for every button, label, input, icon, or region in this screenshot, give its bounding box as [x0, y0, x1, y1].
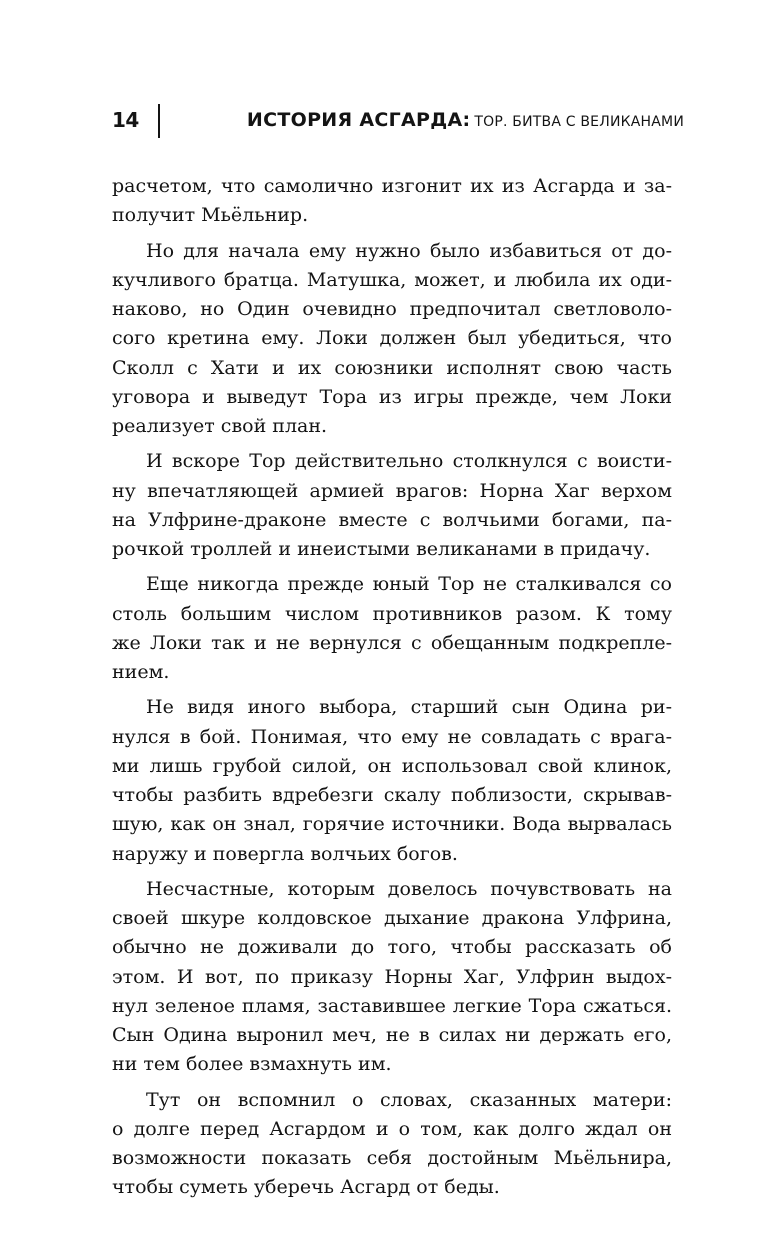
text-line: шую, как он знал, горячие источники. Вода вырвалась: [112, 813, 672, 836]
text-line: своей шкуре колдовское дыхание дракона Улфрина,: [112, 907, 672, 929]
text-line: сого кретина ему. Локи должен был убедиться, что: [112, 327, 672, 350]
text-line: И вскоре Тор действительно столкнулся с воисти-: [146, 450, 672, 473]
text-line: расчетом, что самолично изгонит их из Асгарда и за-: [112, 175, 672, 197]
text-line: рочкой троллей и инеистыми великанами в придачу.: [112, 538, 651, 560]
paragraph: [112, 1086, 672, 1203]
header-divider: [158, 104, 160, 138]
text-line: этом. И вот, по приказу Норны Хаг, Улфрин выдох-: [112, 965, 672, 988]
text-line: ми лишь грубой силой, он использовал свой клинок,: [112, 754, 672, 777]
text-line: чтобы разбить вдребезги скалу поблизости, скрывав-: [112, 784, 672, 806]
text-line: обычно не доживали до того, чтобы рассказать об: [112, 936, 672, 959]
paragraph: [112, 875, 672, 1080]
text-line: столь большим числом противников разом. К тому: [112, 602, 672, 625]
text-line: ну впечатляющей армией врагов: Норна Хаг верхом: [112, 479, 672, 502]
text-line: же Локи так и не вернулся с обещанным подкрепле-: [112, 631, 672, 654]
running-header: [112, 102, 684, 142]
text-line: Но для начала ему нужно было избавиться от до-: [146, 239, 672, 262]
text-line: Не видя иного выбора, старший сын Одина ри-: [146, 696, 672, 719]
text-line: на Улфрине-драконе вместе с волчьими богами, па-: [112, 508, 672, 531]
page-number: 14: [112, 108, 139, 132]
text-line: кучливого братца. Матушка, может, и любила их оди-: [112, 268, 672, 291]
text-line: возможности показать себя достойным Мьёльнира,: [112, 1147, 672, 1169]
paragraph: [112, 693, 672, 869]
running-title: [247, 109, 684, 131]
text-line: Несчастные, которым довелось почувствовать на: [146, 877, 672, 900]
paragraph: [112, 172, 672, 231]
text-line: ни тем более взмахнуть им.: [112, 1053, 392, 1076]
text-line: нулся в бой. Понимая, что ему не совладать с врага-: [112, 725, 672, 748]
text-line: Сын Одина выронил меч, не в силах ни держать его,: [112, 1024, 672, 1046]
text-line: получит Мьёльнир.: [112, 204, 309, 227]
text-line: наково, но Один очевидно предпочитал светловоло-: [112, 298, 672, 320]
body-text: [112, 172, 672, 1203]
text-line: нул зеленое пламя, заставившее легкие Тора сжаться.: [112, 994, 672, 1017]
text-line: наружу и повергла волчьих богов.: [112, 842, 458, 865]
text-line: уговора и выведут Тора из игры прежде, чем Локи: [112, 385, 672, 408]
text-line: Еще никогда прежде юный Тор не сталкивался со: [146, 573, 672, 596]
text-line: Сколл с Хати и их союзники исполнят свою часть: [112, 356, 672, 379]
text-line: Тут он вспомнил о словах, сказанных матери:: [146, 1088, 672, 1111]
text-line: о долге перед Асгардом и о том, как долго ждал он: [112, 1117, 672, 1140]
book-subtitle: ТОР. БИТВА С ВЕЛИКАНАМИ: [474, 114, 684, 130]
paragraph: [112, 447, 672, 564]
paragraph: [112, 570, 672, 687]
book-title: ИСТОРИЯ АСГАРДА:: [246, 109, 471, 131]
text-line: реализует свой план.: [112, 415, 328, 437]
text-line: нием.: [112, 661, 170, 683]
paragraph: [112, 237, 672, 442]
text-line: чтобы суметь уберечь Асгард от беды.: [112, 1176, 500, 1199]
